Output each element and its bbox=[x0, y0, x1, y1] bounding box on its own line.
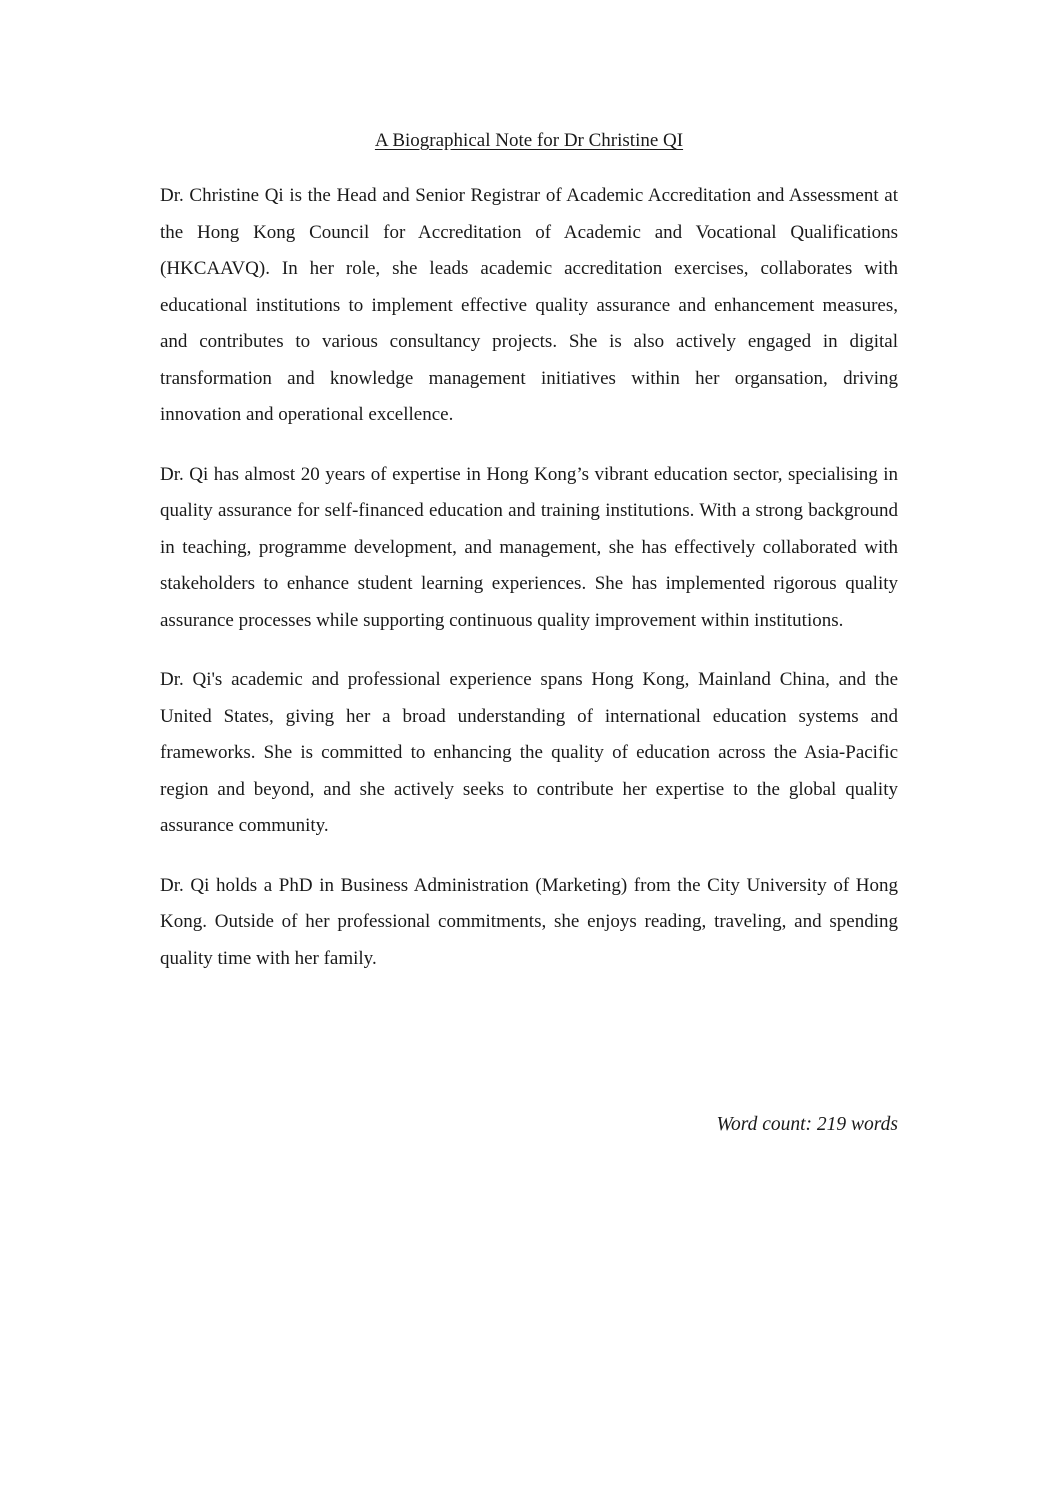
paragraph-experience: Dr. Qi's academic and professional experience spans Hong Kong, Mainland China, and the United States, giving her a broad understanding of international education systems and frameworks. She is committed to enhancing the quality of education across the Asia-Pacific region and beyond, and she actively seeks to contribute her expertise to the global quality assurance community. bbox=[160, 669, 898, 836]
document-title: A Biographical Note for Dr Christine QI bbox=[374, 130, 684, 151]
word-count: Word count: 219 words bbox=[716, 1114, 898, 1135]
paragraph-expertise: Dr. Qi has almost 20 years of expertise in Hong Kong’s vibrant education sector, specialising in quality assurance for self-financed education and training institutions. With a strong background in teaching, programme development, and management, she has effectively collaborated with stakeholders to enhance student learning experiences. She has implemented rigorous quality assurance processes while supporting continuous quality improvement within institutions. bbox=[160, 463, 898, 631]
paragraph-role: Dr. Christine Qi is the Head and Senior Registrar of Academic Accreditation and Assessment at the Hong Kong Council for Accreditation of Academic and Vocational Qualifications (HKCAAVQ). In her role, she leads academic accreditation exercises, collaborates with educational institutions to implement effective quality assurance and enhancement measures, and contributes to various consultancy projects. She is also actively engaged in digital transformation and knowledge management initiatives within her organsation, driving innovation and operational excellence. bbox=[160, 185, 898, 425]
document-body bbox=[160, 127, 898, 1000]
paragraph-education: Dr. Qi holds a PhD in Business Administration (Marketing) from the City University of Hong Kong. Outside of her professional commitments, she enjoys reading, traveling, and spending quality time with her family. bbox=[160, 874, 898, 969]
